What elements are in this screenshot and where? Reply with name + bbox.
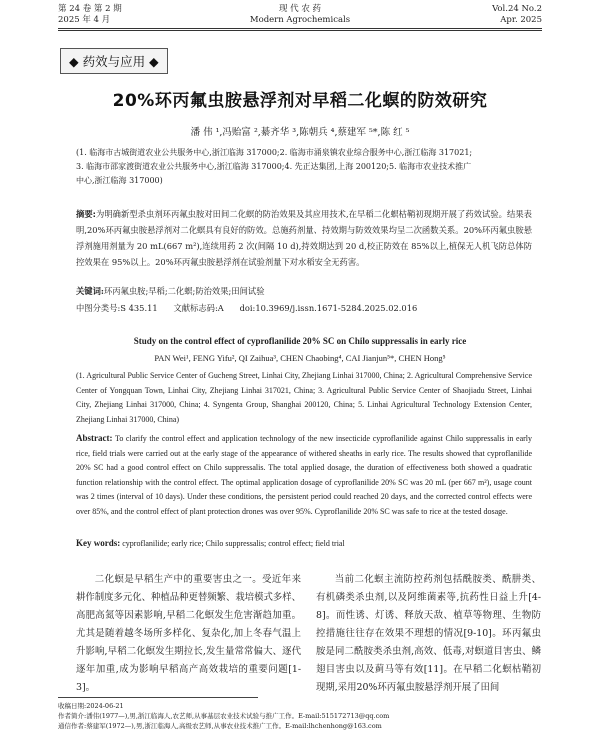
abstract-en-text: To clarify the control effect and application technology of the new insecticide cyproflanilide against Chilo suppressalis in early rice, field trials were carried out at the early stage of the appearance of withered sheaths in early rice. The results showed that cyproflanilide 20% SC had a good control effect on Chilo suppressalis. The total applied dosage, the duration of effectiveness both showed a quadratic function relationship with the control effect. The optimal application dosage of cyproflanilide 20% SC was 20 mL (per 667 m²), usage count was 2 times (interval of 10 days). Under these conditions, the persistent period could reached 20 days, and the corrected control effects were over 85%, and the control effect of plant protection drones was over 95%. Cyproflanilide 20% SC was safe to rice at the tested dosage. (76, 434, 533, 516)
journal-name-en: Modern Agrochemicals (249, 15, 351, 25)
abstract-en-label: Abstract: (76, 433, 113, 443)
keywords-cn-text: 环丙氟虫胺;早稻;二化螟;防治效果;田间试验 (103, 286, 265, 296)
volume-issue-cn: 第 24 卷 第 2 期 (58, 4, 122, 14)
date-cn: 2025 年 4 月 (58, 15, 111, 25)
section-label: ◆ 药效与应用 ◆ (60, 48, 168, 74)
affiliation-line: (1. 临海市古城街道农业公共服务中心,浙江临海 317000;2. 临海市涌泉镇农业综合服务中心,浙江临海 317021; (76, 148, 473, 157)
affiliation-line: 3. 临海市邵家渡街道农业公共服务中心,浙江临海 317000;4. 先正达集团,上海 200120;5. 临海市农业技术推广 (76, 162, 472, 171)
authors-en: PAN Wei¹, FENG Yifu², QI Zaihua³, CHEN Chaobing⁴, CAI Jianjun⁵*, CHEN Hong⁵ (154, 353, 446, 363)
abstract-cn-text: 为明确新型杀虫剂环丙氟虫胺对田间二化螟的防治效果及其应用技术,在早稻二化螟枯鞘初现期开展了药效试验。结果表明,20%环丙氟虫胺悬浮剂对二化螟具有良好的防效。总施药剂量、持效期与防效效果均呈二次函数关系。20%环丙氟虫胺悬浮剂施用剂量为 20 mL(667 m²),连续用药 2 次(间隔 10 d),持效期达到 20 d,校正防效在 85%以上,植保无人机飞防总体防控效果在 95%以上。20%环丙氟虫胺悬浮剂在试验剂量下对水稻安全无药害。 (76, 209, 532, 267)
header-right (492, 4, 542, 26)
article-title-en: Study on the control effect of cyproflanilide 20% SC on Chilo suppressalis in early rice (133, 336, 467, 346)
journal-name-cn: 现 代 农 药 (278, 4, 322, 14)
abstract-cn (76, 206, 532, 270)
abstract-cn-label: 摘要: (76, 209, 96, 219)
authors-cn: 潘 伟 ¹,冯贻富 ²,綦齐华 ³,陈朝兵 ⁴,蔡建军 ⁵*,陈 红 ⁵ (190, 127, 410, 138)
keywords-cn-label: 关键词: (76, 286, 104, 296)
document-code: 文献标志码:A (173, 303, 224, 313)
doi: doi:10.3969/j.issn.1671-5284.2025.02.016 (239, 303, 418, 313)
corresponding-author: 通信作者:蔡建军(1972—),男,浙江临海人,高级农艺师,从事农业技术推广工作。E-mail:lhchenhong@163.com (58, 722, 382, 730)
affiliations-cn (76, 146, 542, 188)
affiliation-line: 中心,浙江临海 317000) (76, 176, 163, 185)
keywords-en-text: cyproflanilide; early rice; Chilo suppressalis; control effect; field trial (122, 539, 345, 548)
section-tag (60, 48, 168, 74)
author-bio: 作者简介:潘伟(1977—),男,浙江临海人,农艺师,从事基层农业技术试验与推广工作。E-mail:515172713@qq.com (58, 712, 390, 720)
footnotes (58, 701, 542, 731)
article-title-cn: 20%环丙氟虫胺悬浮剂对早稻二化螟的防效研究 (112, 91, 488, 111)
header-rule-thin (58, 30, 542, 31)
header-rule (58, 28, 542, 29)
keywords-en (76, 538, 532, 548)
header-center (58, 4, 542, 26)
date-en: Apr. 2025 (500, 15, 542, 25)
abstract-en (76, 431, 532, 520)
body-column-right: 当前二化螟主流防控药剂包括酰胺类、酰肼类、有机磷类杀虫剂,以及阿维菌素等,抗药性日益上升[4-8]。而性诱、灯诱、释放天敌、植草等物理、生物防控措施往往存在效果不理想的情况[9-10]。环丙氟虫胺是同二酰胺类杀虫剂,高效、低毒,对螟道目害虫、鳞翅目害虫以及蓟马等有效[11]。在早稻二化螟枯鞘初现期,采用20%环丙氟虫胺悬浮剂开展了田间 (316, 574, 541, 693)
received-date: 收稿日期:2024-06-21 (58, 702, 124, 710)
footnote-rule (58, 697, 258, 698)
keywords-cn (76, 285, 532, 297)
affiliations-en: (1. Agricultural Public Service Center of Gucheng Street, Linhai City, Zhejiang Linhai 317000, China; 2. Agricultural Comprehensive Service Center of Yongquan Town, Linhai City, Zhejiang Linhai 317021, China; 3. Agricultural Public Service Center of Shaojiadu Street, Linhai City, Zhejiang Linhai 317000, China; 4. Syngenta Group, Shanghai 200120, China; 5. Linhai Agricultural Technology Extension Center, Zhejiang Linhai 317000, China) (76, 371, 532, 424)
running-header (58, 4, 542, 28)
keywords-en-label: Key words: (76, 538, 121, 548)
clc-number: 中图分类号:S 435.11 (76, 303, 158, 313)
volume-issue-en: Vol.24 No.2 (492, 4, 542, 14)
classification-line (76, 302, 532, 314)
body-column-left: 二化螟是早稻生产中的重要害虫之一。受近年来耕作制度多元化、种植品种更替频繁、栽培模式多样、高肥高氮等因素影响,早稻二化螟发生危害渐趋加重。尤其是随着越冬场所多样化、复杂化,加上冬春气温上升影响,早稻二化螟发生期拉长,发生量常常偏大、逐代逐年加重,成为影响早稻高产高效栽培的重要问题[1-3]。 (76, 574, 302, 693)
